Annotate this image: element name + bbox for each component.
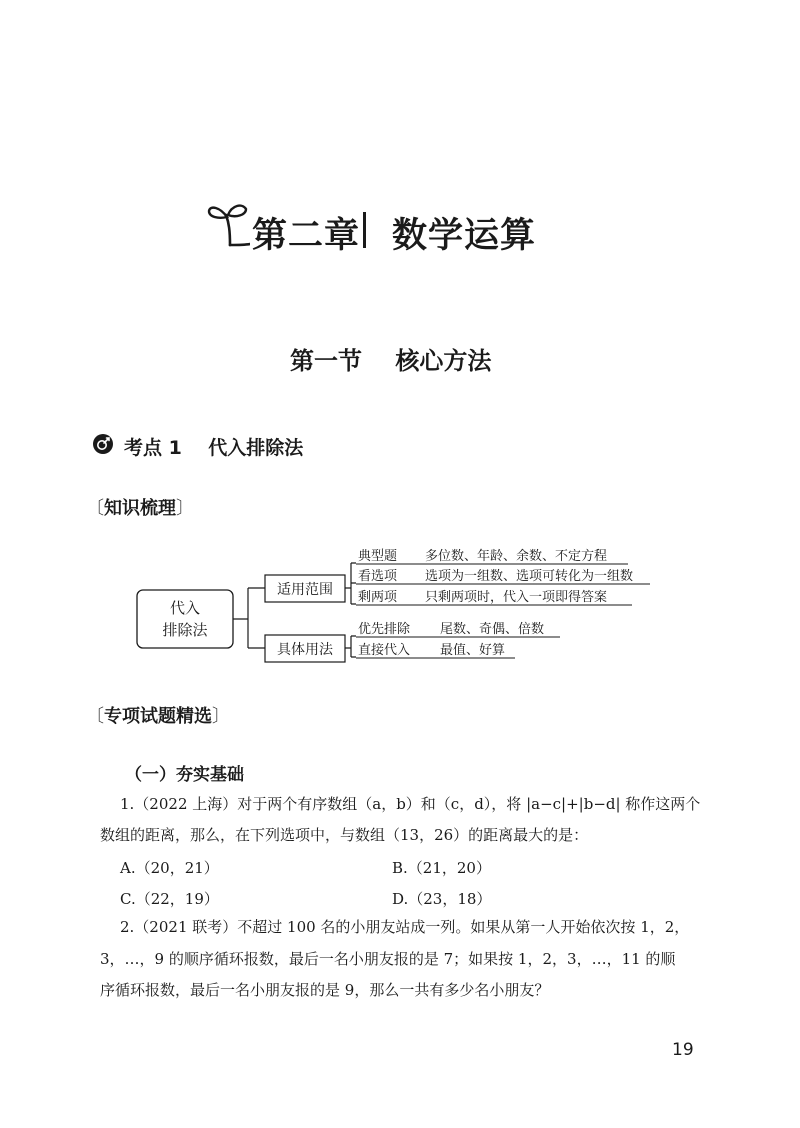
option-a: A.（20，21）: [120, 859, 219, 877]
mind-map-item-key: 剩两项: [358, 590, 398, 605]
knowledge-heading-label: 知识梳理: [104, 498, 176, 519]
practice-heading: [86, 702, 230, 728]
mind-map-item-key: 看选项: [358, 569, 398, 584]
option-b: B.（21，20）: [392, 859, 491, 877]
mind-map-branch-label: 适用范围: [277, 582, 333, 598]
mind-map-branch-label: 具体用法: [277, 642, 333, 658]
section-title: 第一节 核心方法: [290, 347, 492, 375]
chapter-name: 数学运算: [392, 216, 537, 256]
open-bracket: 〔: [86, 706, 104, 727]
mind-map-item-key: 优先排除: [358, 622, 411, 637]
question-1-line-1: 1.（2022 上海）对于两个有序数组（a，b）和（c，d），将 |a−c|+|b−d| 称作这两个: [120, 795, 701, 813]
subsection-title: （一）夯实基础: [125, 765, 244, 785]
mind-map-root-line1: 代入: [169, 599, 201, 617]
open-bracket: 〔: [86, 498, 104, 519]
mind-map-item-value: 多位数、年龄、余数、不定方程: [425, 549, 608, 564]
option-c: C.（22，19）: [120, 890, 219, 908]
question-1-line-2: 数组的距离，那么，在下列选项中，与数组（13，26）的距离最大的是：: [100, 826, 589, 844]
mind-map-item-value: 最值、好算: [440, 643, 506, 658]
close-bracket: 〕: [176, 498, 194, 519]
kaodian-heading: 考点 1 代入排除法: [124, 437, 304, 459]
mind-map-item-value: 只剩两项时，代入一项即得答案: [425, 590, 608, 605]
target-bullet-icon: [92, 433, 114, 455]
chapter-number-label: 第二章: [252, 216, 361, 256]
practice-heading-label: 专项试题精选: [104, 706, 212, 727]
question-2-line-2: 3，…，9 的顺序循环报数，最后一名小朋友报的是 7；如果按 1，2，3，…，11 的顺: [100, 950, 676, 968]
mind-map-item-key: 直接代入: [358, 643, 411, 658]
option-d: D.（23，18）: [392, 890, 492, 908]
mind-map-root-line2: 排除法: [162, 621, 208, 639]
mind-map: [120, 540, 660, 670]
page-number: 19: [672, 1040, 694, 1060]
chapter-title-divider: [363, 212, 366, 248]
question-2-line-1: 2.（2021 联考）不超过 100 名的小朋友站成一列。如果从第一人开始依次按 1，2，: [120, 918, 690, 936]
sprout-icon: [206, 201, 250, 247]
close-bracket: 〕: [212, 706, 230, 727]
mind-map-item-value: 选项为一组数、选项可转化为一组数: [425, 569, 634, 584]
knowledge-heading: [86, 494, 194, 520]
mind-map-item-key: 典型题: [358, 549, 398, 564]
question-2-line-3: 序循环报数，最后一名小朋友报的是 9，那么一共有多少名小朋友？: [100, 981, 550, 999]
mind-map-item-value: 尾数、奇偶、倍数: [440, 622, 545, 637]
